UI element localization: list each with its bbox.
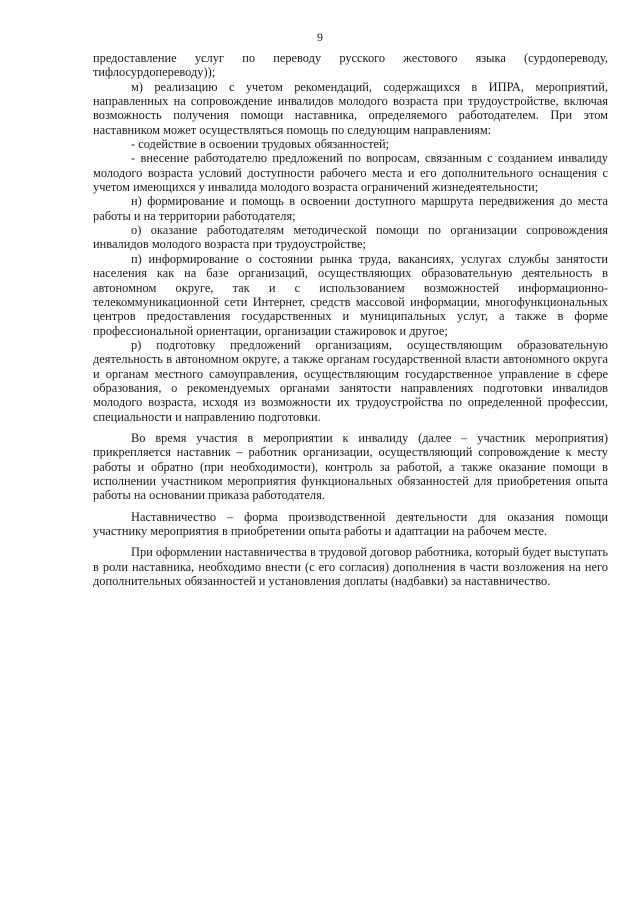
page-number: 9 [317,30,323,44]
paragraph-item-p: п) информирование о состоянии рынка труда, вакансиях, услугах службы занятости населения как на базе организаций, осуществляющих образовательную деятельность в автономном округе, так и с использованием возможностей информационно-телекоммуникационной сети Интернет, средств массовой информации, многофункциональных центров предоставления государственных и муниципальных услуг, а также в форме профессиональной ориентации, организации стажировок и другое; [93,251,608,338]
paragraph-mentor-assignment: Во время участия в мероприятии к инвалиду (далее – участник мероприятия) прикрепляется наставник – работник организации, осуществляющий сопровождение к месту работы и обратно (при необходимости), контроль за работой, а также оказание помощи в исполнении участником мероприятия функциональных обязанностей для приобретения опыта работы на основании приказа работодателя. [93,430,608,503]
paragraph-item-n: н) формирование и помощь в освоении доступного маршрута передвижения до места работы и на территории работодателя; [93,194,608,223]
paragraph-bullet-duties: - содействие в освоении трудовых обязанностей; [131,137,390,152]
paragraph-mentorship-definition: Наставничество – форма производственной деятельности для оказания помощи участнику мероприятия в приобретении опыта работы и адаптации на рабочем месте. [93,509,608,538]
paragraph-item-m: м) реализацию с учетом рекомендаций, содержащихся в ИПРА, мероприятий, направленных на сопровождение инвалидов молодого возраста при трудоустройстве, включая возможность получения помощи наставника, определяемого работодателем. При этом наставником может осуществляться помощь по следующим направлениям: [93,79,608,137]
paragraph-item-r: р) подготовку предложений организациям, осуществляющим образовательную деятельность в автономном округе, а также органам государственной власти автономного округа и органам местного самоуправления, осуществляющим государственное управление в сфере образования, о рекомендуемых органами занятости направлениях подготовки инвалидов молодого возраста, исходя из возможности их трудоустройства по определенной профессии, специальности и направлению подготовки. [93,337,608,424]
paragraph-bullet-proposals: - внесение работодателю предложений по вопросам, связанным с созданием инвалиду молодого возраста условий доступности рабочего места и его дополнительного оснащения с учетом имеющихся у инвалида молодого возраста ограничений жизнедеятельности; [93,151,608,195]
document-body [93,51,608,588]
paragraph-sign-language-services: предоставление услуг по переводу русского жестового языка (сурдопереводу, тифлосурдопереводу)); [93,51,608,80]
paragraph-item-o: о) оказание работодателям методической помощи по организации сопровождения инвалидов молодого возраста при трудоустройстве; [93,223,608,252]
paragraph-employment-contract: При оформлении наставничества в трудовой договор работника, который будет выступать в роли наставника, необходимо внести (с его согласия) дополнения в части возложения на него дополнительных обязанностей и установления доплаты (надбавки) за наставничество. [93,545,608,589]
